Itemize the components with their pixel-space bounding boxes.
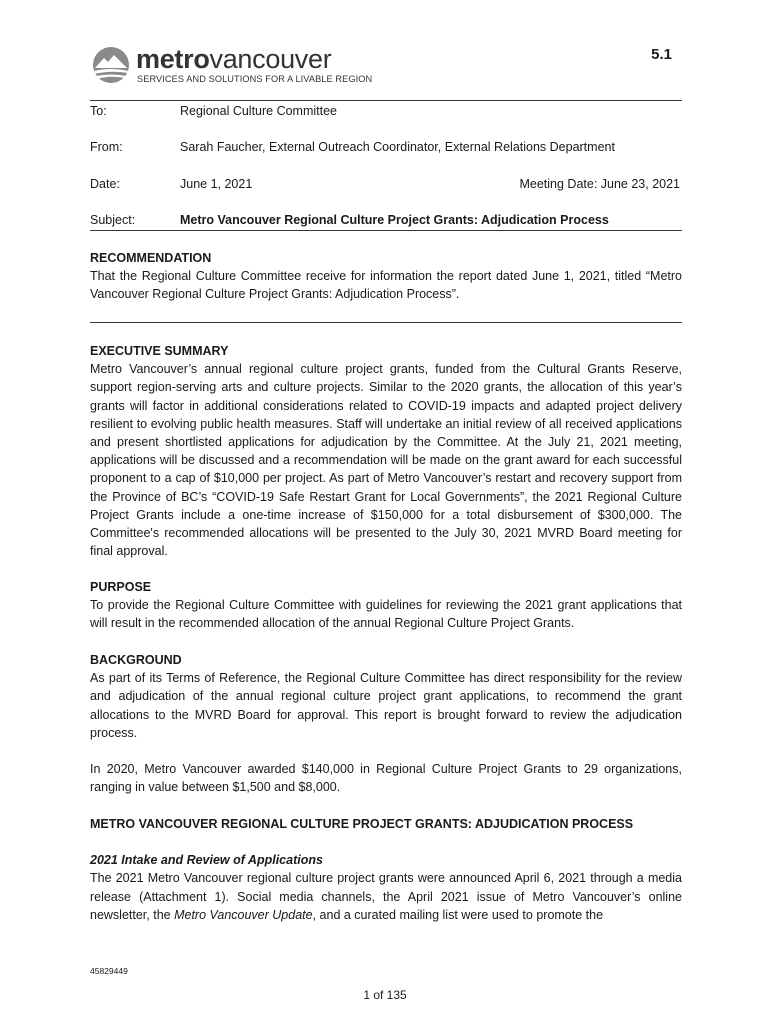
background-heading: BACKGROUND [90,653,182,667]
recommendation-heading: RECOMMENDATION [90,251,212,265]
memo-from-label: From: [90,140,123,154]
memo-from-value: Sarah Faucher, External Outreach Coordinator, External Relations Department [180,140,615,154]
purpose-text: To provide the Regional Culture Committee with guidelines for reviewing the 2021 grant applications that will result in the recommended allocation of the annual Regional Culture Project Grants. [90,598,682,631]
metro-vancouver-logo [92,44,392,88]
intake-text-part-1: The 2021 Metro Vancouver regional culture project grants were announced April 6, 2021 through a media release (Attachment 1). Social media channels, the April 2021 issue of Metro Vancouver’s online newsletter, the [90,871,682,922]
memo-to-label: To: [90,104,107,118]
newsletter-title: Metro Vancouver Update [174,907,313,922]
background-text-2: In 2020, Metro Vancouver awarded $140,000 in Regional Culture Project Grants to 29 organizations, ranging in value between $1,500 and $8,000. [90,762,682,795]
executive-summary-section [90,342,682,560]
header-divider [90,100,682,101]
adjudication-process-section [90,815,682,924]
recommendation-divider [90,322,682,323]
agenda-item-number: 5.1 [651,46,672,63]
meeting-date: Meeting Date: June 23, 2021 [519,177,680,191]
logo-tagline: SERVICES AND SOLUTIONS FOR A LIVABLE REGION [137,74,373,84]
page-number: 1 of 135 [363,988,407,1002]
logo-wordmark-bold: metro [136,44,210,74]
mountain-logo-icon [92,46,130,84]
intake-text-part-2: , and a curated mailing list were used to promote the [312,907,604,922]
memo-date-value: June 1, 2021 [180,177,253,191]
recommendation-text: That the Regional Culture Committee receive for information the report dated June 1, 2021, titled “Metro Vancouver Regional Culture Project Grants: Adjudication Process”. [90,269,682,302]
background-section [90,651,682,796]
memo-subject-value: Metro Vancouver Regional Culture Project Grants: Adjudication Process [180,213,609,227]
memo-date-label: Date: [90,177,120,191]
memo-to-value: Regional Culture Committee [180,104,338,118]
purpose-heading: PURPOSE [90,580,152,594]
background-text-1: As part of its Terms of Reference, the Regional Culture Committee has direct responsibility for the review and adjudication of the annual regional culture project grant applications, to recommend the grant allocations to the MVRD Board for approval. This report is brought forward to review the adjudication process. [90,671,682,740]
document-id: 45829449 [90,966,128,976]
recommendation-section [90,249,682,304]
intake-review-subheading: 2021 Intake and Review of Applications [90,853,323,868]
executive-summary-heading: EXECUTIVE SUMMARY [90,344,229,358]
memo-subject-label: Subject: [90,213,136,227]
adjudication-process-heading: METRO VANCOUVER REGIONAL CULTURE PROJECT GRANTS: ADJUDICATION PROCESS [90,817,634,831]
logo-wordmark-light: vancouver [209,44,332,74]
purpose-section [90,578,682,633]
memo-divider [90,230,682,231]
logo-wordmark [136,44,331,74]
intake-review-text [90,869,682,924]
executive-summary-text: Metro Vancouver’s annual regional culture project grants, funded from the Cultural Grants Reserve, support region-serving arts and culture projects. Similar to the 2020 grants, the allocation of this year’s grants will factor in additional considerations related to COVID-19 impacts and adapted project delivery resilient to evolving public health measures. Staff will undertake an initial review of all received applications and present shortlisted applications for adjudication by the Committee. At the July 21, 2021 meeting, applications will be discussed and a recommendation will be made on the grant award for each successful proponent to a cap of $10,000 per project. As part of Metro Vancouver’s restart and recovery support from the Province of BC’s “COVID-19 Safe Restart Grant for Local Governments”, the 2021 Regional Culture Project Grants include a one-time increase of $150,000 for a total disbursement of $300,000. The Committee's recommended allocations will be presented to the July 30, 2021 MVRD Board meeting for final approval. [90,362,682,559]
